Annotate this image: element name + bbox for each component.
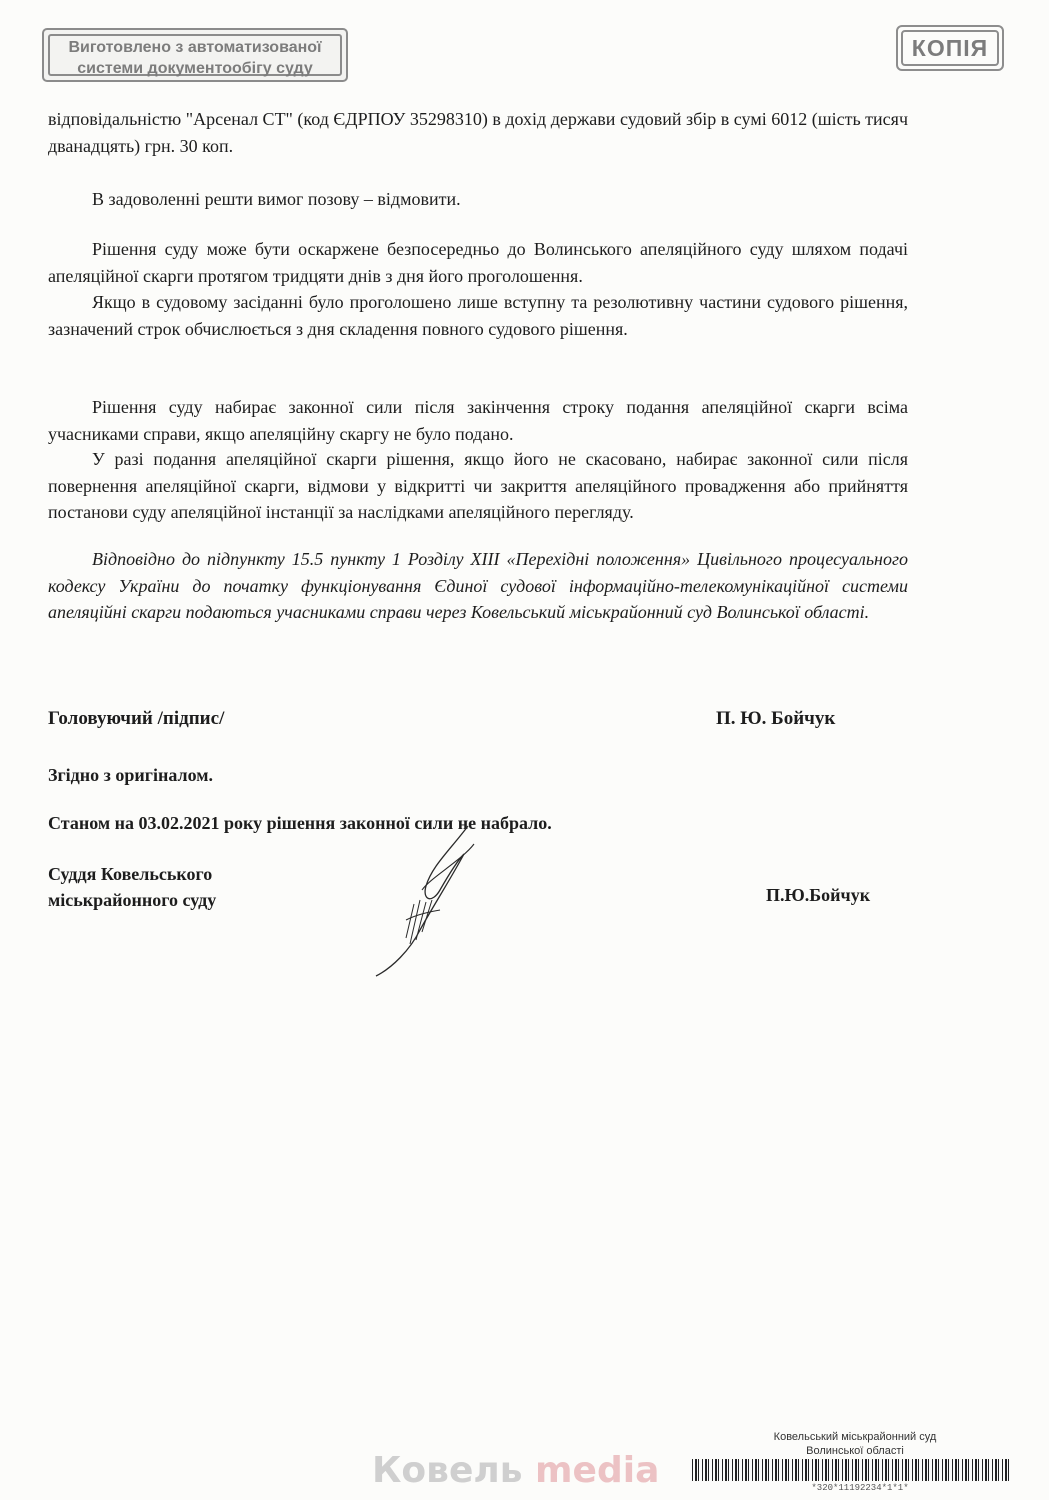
barcode-number: *320*11192234*1*1* xyxy=(811,1483,909,1493)
auto-document-stamp xyxy=(42,28,348,82)
auto-stamp-line-2: системи документообігу суду xyxy=(77,60,313,77)
paragraph-term-calculation: Якщо в судовому засіданні було проголошено лише вступну та резолютивну частини судового рішення, зазначений строк обчислюється з дня складення повного судового рішення. xyxy=(48,292,908,339)
certified-copy-note: Згідно з оригіналом. xyxy=(48,765,213,785)
paragraph-appeal-effect: У разі подання апеляційної скарги рішення, якщо його не скасовано, набирає законної сили після повернення апеляційної скарги, відмови у відкритті чи закриття апеляційного провадження або прийняття постанови суду апеляційної інстанції за наслідками апеляційного перегляду. xyxy=(48,449,908,522)
paragraph-appeal-right: Рішення суду може бути оскаржене безпосередньо до Волинського апеляційного суду шляхом подачі апеляційної скарги протягом тридцяти днів з дня його проголошення. xyxy=(48,239,908,286)
paragraph-legal-force: Рішення суду набирає законної сили після закінчення строку подання апеляційної скарги всіма учасниками справи, якщо апеляційну скаргу не було подано. xyxy=(48,397,908,444)
court-footer-line-2: Волинської області xyxy=(806,1445,904,1457)
watermark-text-a: Ковель xyxy=(372,1450,536,1491)
copy-stamp xyxy=(896,25,1004,71)
auto-stamp-line-1: Виготовлено з автоматизованої xyxy=(68,39,322,56)
court-footer-line-1: Ковельський міськрайонний суд xyxy=(773,1431,937,1443)
legal-force-status: Станом на 03.02.2021 року рішення законної сили не набрало. xyxy=(48,813,552,833)
paragraph-reject-rest: В задоволенні решти вимог позову – відмовити. xyxy=(92,189,461,209)
paragraph-costs: відповідальністю "Арсенал СТ" (код ЄДРПОУ 35298310) в дохід держави судовий збір в сумі 6012 (шість тисяч дванадцять) грн. 30 коп. xyxy=(48,109,908,156)
copy-stamp-label: КОПІЯ xyxy=(901,30,999,66)
watermark-text-b: media xyxy=(535,1450,660,1491)
handwritten-signature xyxy=(370,820,490,980)
presiding-signature-label: Головуючий /підпис/ xyxy=(48,708,225,729)
watermark-logo xyxy=(372,1450,659,1491)
judge-title-line-2: міськрайонного суду xyxy=(48,890,217,910)
judge-name: П.Ю.Бойчук xyxy=(766,885,871,905)
judge-title-line-1: Суддя Ковельського xyxy=(48,864,213,884)
document-barcode xyxy=(692,1459,1010,1481)
presiding-judge-name: П. Ю. Бойчук xyxy=(716,708,836,729)
court-footer xyxy=(740,1430,970,1458)
paragraph-transitional-provisions: Відповідно до підпункту 15.5 пункту 1 Розділу XIII «Перехідні положення» Цивільного процесуального кодексу України до початку функціонування Єдиної судової інформаційно-телекомунікаційної системи апеляційні скарги подаються учасниками справи через Ковельський міськрайонний суд Волинської області. xyxy=(48,549,908,622)
